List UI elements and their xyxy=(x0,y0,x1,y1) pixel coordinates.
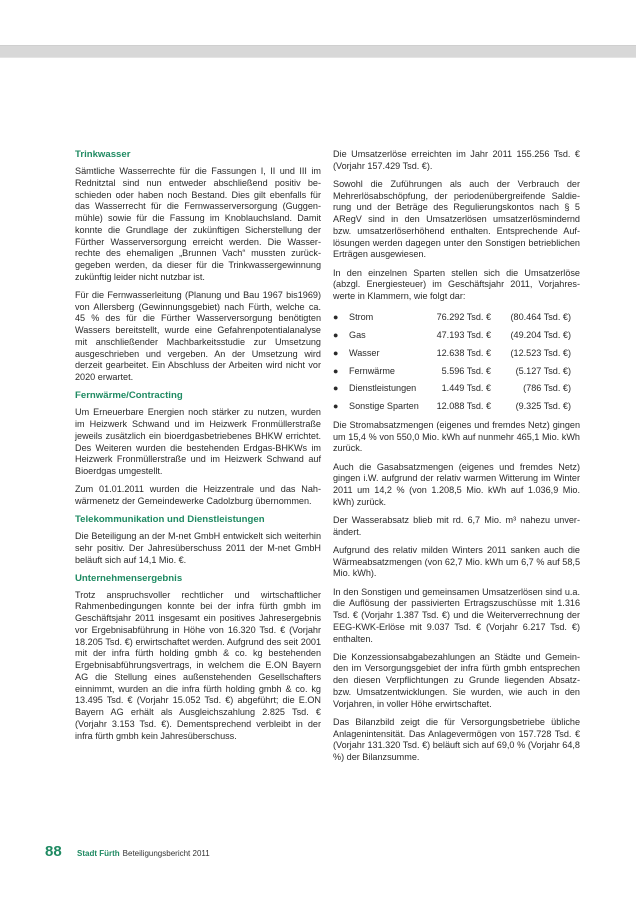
sparte-prev-value: (5.127 Tsd. €) xyxy=(515,365,571,376)
paragraph: In den einzelnen Sparten stellen sich die Umsatzerlöse (abzgl. Energiesteuer) im Geschäftsjahr 2011, Vorjahreswerte in Klammern, wie folgt dar: xyxy=(333,267,580,302)
paragraph: Das Bilanzbild zeigt die für Versorgungsbetriebe übliche Anlagenintensität. Das Anlagevermögen von 157.728 Tsd. € (Vorjahr 131.320 Tsd. €) beläuft sich auf 69,0 % (Vorjahr 64,8 %) der Bilanzsumme. xyxy=(333,716,580,763)
paragraph: In den Sonstigen und gemeinsamen Umsatzerlösen sind u.a. die Auflösung der passivierten Ertragszuschüsse mit 1.316 Tsd. € (Vorjahr 1.387 Tsd. €) und die Weiterverrechnung der EEG-KWK-Erlöse mit 9.037 Tsd. € (Vorjahr 6.217 Tsd. €) enthalten. xyxy=(333,586,580,644)
heading-telekommunikation: Telekommunikation und Dienstleistungen xyxy=(75,514,265,526)
sparte-name: Sonstige Sparten xyxy=(349,401,419,412)
sparte-name: Dienstleistungen xyxy=(349,383,417,394)
sparte-value: 47.193 Tsd. € xyxy=(436,329,491,340)
sparte-name: Gas xyxy=(349,329,366,340)
list-item xyxy=(333,309,580,327)
sparte-value: 5.596 Tsd. € xyxy=(441,365,491,376)
page-footer xyxy=(45,843,210,860)
sparte-prev-value: (12.523 Tsd. €) xyxy=(510,347,571,358)
paragraph: Trotz anspruchsvoller rechtlicher und wirtschaftlicher Rahmenbedingungen konnte bei der infra fürth gmbh im Geschäftsjahr 2011 insgesamt ein positives Jahresergebnis vor Ergebnisabführung in Höhe von 16.320 Tsd. € (Vorjahr 18.205 Tsd. €) erwirtschaftet werden. Aufgrund des seit 2001 mit der infra fürth holding gmbh & co. kg bestehenden Ergebnisabführungsvertrags, in welchem die E.ON Bayern AG die Stellung eines außenstehenden Gesellschafters einnimmt, wurden an die infra fürth holding gmbh & co. kg 13.495 Tsd. € (Vorjahr 15.052 Tsd. €) abgeführt; die E.ON Bayern AG erhält als Ausgleichszahlung 2.825 Tsd. € (Vorjahr 3.153 Tsd. €). Dementsprechend verbleibt in der infra fürth gmbh kein Jahresüberschuss. xyxy=(75,589,321,741)
header-band xyxy=(0,45,636,58)
right-column xyxy=(333,149,580,770)
sparten-list xyxy=(333,309,580,416)
footer-title: Beteiligungsbericht 2011 xyxy=(122,849,210,858)
list-item xyxy=(333,380,580,398)
list-item xyxy=(333,398,580,416)
paragraph: Die Stromabsatzmengen (eigenes und fremdes Netz) gingen um 15,4 % von 550,0 Mio. kWh auf nunmehr 465,1 Mio. kWh zurück. xyxy=(333,419,580,454)
bullet-icon: ● xyxy=(333,329,339,340)
paragraph: Die Beteiligung an der M-net GmbH entwickelt sich weiterhin sehr positiv. Der Jahresüberschuss 2011 der M-net GmbH beläuft sich auf 14,1 Mio. €. xyxy=(75,531,321,565)
sparte-prev-value: (9.325 Tsd. €) xyxy=(515,401,571,412)
bullet-icon: ● xyxy=(333,365,339,376)
paragraph: Um Erneuerbare Energien noch stärker zu nutzen, wurden im Heizwerk Schwand und im Heizwerk Fronmüllerstraße jeweils zusätzlich ein bioerdgasbetriebenes BHKW errichtet. Des Weiteren wurden die bestehenden Erdgas-BHKWs im Heizwerk Fronmüllerstraße und im Heizwerk Schwand auf Bioerdgas umgestellt. xyxy=(75,407,321,477)
list-item xyxy=(333,327,580,345)
left-column xyxy=(75,149,321,749)
list-item xyxy=(333,363,580,381)
paragraph: Für die Fernwasserleitung (Planung und Bau 1967 bis1969) von Allersberg (Gewinnungsgebiet) nach Fürth, welche ca. 45 % des für die Fürther Wasserversorgung benötigten Wassers bereitstellt, wurde eine Gefahrenpotentialanalyse mit anschließender Machbarkeitsstudie zur Umsetzung ausgeschrieben und vergeben. An der Umsetzung wird derzeit gearbeitet. Ein Abschluss der Arbeiten wird nicht vor 2020 erwartet. xyxy=(75,289,321,383)
heading-fernwaerme: Fernwärme/Contracting xyxy=(75,390,183,402)
sparte-name: Wasser xyxy=(349,347,380,358)
sparte-name: Fernwärme xyxy=(349,365,395,376)
sparte-prev-value: (49.204 Tsd. €) xyxy=(510,329,571,340)
paragraph: Zum 01.01.2011 wurden die Heizzentrale und das Nahwärmenetz der Gemeindewerke Cadolzburg übernommen. xyxy=(75,484,321,506)
bullet-icon: ● xyxy=(333,401,339,412)
footer-brand: Stadt Fürth xyxy=(77,849,120,858)
paragraph: Sowohl die Zuführungen als auch der Verbrauch der Mehrerlösabschöpfung, der periodenübergreifende Saldierung und der Beträge des Regulierungskontos nach § 5 ARegV sind in den Umsatzerlösen umsatzerlösmindernd bzw. umsatzerlöserhöhend enthalten. Entsprechende Auflösungen werden dagegen unter den Sonstigen betrieblichen Erträgen ausgewiesen. xyxy=(333,178,580,260)
paragraph: Auch die Gasabsatzmengen (eigenes und fremdes Netz) gingen i.W. aufgrund der relativ warmen Witterung im Winter 2011 um 14,2 % (von 1.208,5 Mio. kWh auf 1.036,9 Mio. kWh) zurück. xyxy=(333,461,580,507)
paragraph: Sämtliche Wasserrechte für die Fassungen I, II und III im Rednitztal sind nun entweder abschließend positiv beschieden oder haben noch Bestand. Dies gilt ebenfalls für das Wasserrecht für die Fernwasserversorgung (Guggenmühle) sowie für die Fassung im Knoblauchsland. Damit konnte die Grundlage der zukünftigen Sicherstellung der Fürther Wasserversorgung erreicht werden. Die Wasserrechte des ehemaligen „Brunnen Vach“ mussten zurückgegeben werden, da dieser für die Trinkwassergewinnung zukünftig leider nicht nutzbar ist. xyxy=(75,166,321,282)
heading-unternehmensergebnis: Unternehmensergebnis xyxy=(75,572,183,584)
page-number: 88 xyxy=(45,843,62,860)
bullet-icon: ● xyxy=(333,383,339,394)
heading-trinkwasser: Trinkwasser xyxy=(75,149,131,160)
sparte-value: 12.088 Tsd. € xyxy=(436,401,491,412)
paragraph: Der Wasserabsatz blieb mit rd. 6,7 Mio. m³ nahezu unverändert. xyxy=(333,514,580,537)
paragraph: Aufgrund des relativ milden Winters 2011 sanken auch die Wärmeabsatzmengen (von 62,7 Mio. kWh um 6,7 % auf 58,5 Mio. kWh). xyxy=(333,544,580,579)
paragraph: Die Konzessionsabgabezahlungen an Städte und Gemeinden im Versorgungsgebiet der infra fürth gmbh entsprechen den diesen Verpflichtungen zu Grunde liegenden Absatz- bzw. Umsatzentwicklungen. Sie wurden, wie auch in den Vorjahren, in voller Höhe erwirtschaftet. xyxy=(333,651,580,709)
sparte-value: 76.292 Tsd. € xyxy=(436,312,491,323)
sparte-name: Strom xyxy=(349,312,374,323)
list-item xyxy=(333,345,580,363)
paragraph: Die Umsatzerlöse erreichten im Jahr 2011 155.256 Tsd. € (Vorjahr 157.429 Tsd. €). xyxy=(333,149,580,171)
sparte-prev-value: (786 Tsd. €) xyxy=(523,383,571,394)
sparte-prev-value: (80.464 Tsd. €) xyxy=(510,312,571,323)
sparte-value: 12.638 Tsd. € xyxy=(436,347,491,358)
bullet-icon: ● xyxy=(333,347,339,358)
bullet-icon: ● xyxy=(333,312,339,323)
sparte-value: 1.449 Tsd. € xyxy=(441,383,491,394)
